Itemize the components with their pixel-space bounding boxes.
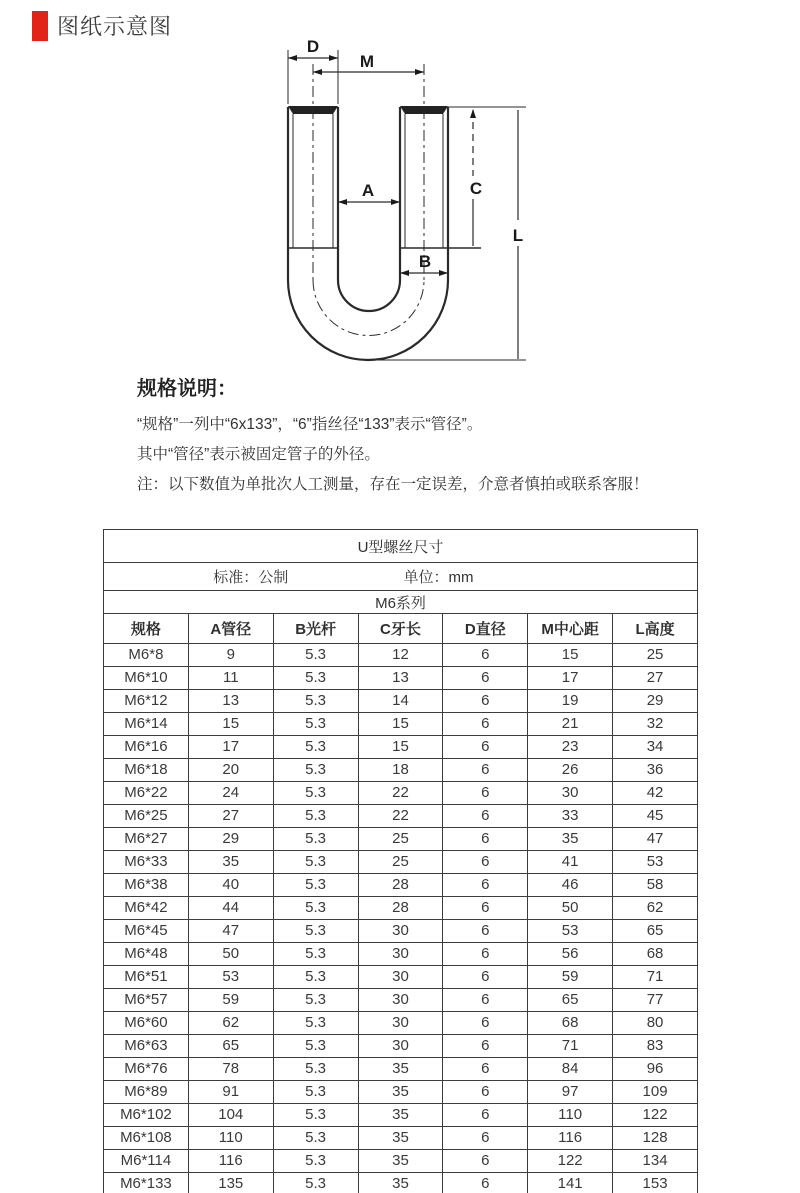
table-cell: 110: [528, 1104, 613, 1127]
table-cell: 50: [188, 943, 273, 966]
table-cell: 29: [188, 828, 273, 851]
table-cell: M6*10: [104, 667, 189, 690]
table-cell: 5.3: [273, 989, 358, 1012]
spec-note-line: 注：以下数值为单批次人工测量，存在一定误差，介意者慎拍或联系客服！: [137, 476, 649, 493]
table-cell: 65: [188, 1035, 273, 1058]
table-cell: 6: [443, 989, 528, 1012]
table-cell: 15: [358, 713, 443, 736]
table-cell: 45: [613, 805, 698, 828]
table-row: [104, 713, 698, 736]
table-cell: 53: [188, 966, 273, 989]
table-cell: 5.3: [273, 667, 358, 690]
column-header: C牙长: [358, 614, 443, 644]
table-row: [104, 897, 698, 920]
table-cell: 59: [188, 989, 273, 1012]
table-cell: 6: [443, 1150, 528, 1173]
table-cell: 9: [188, 644, 273, 667]
table-cell: 24: [188, 782, 273, 805]
table-cell: 5.3: [273, 1173, 358, 1193]
table-row: [104, 1150, 698, 1173]
table-cell: M6*114: [104, 1150, 189, 1173]
column-header: L高度: [613, 614, 698, 644]
table-cell: 25: [358, 828, 443, 851]
column-header: A管径: [188, 614, 273, 644]
table-cell: 58: [613, 874, 698, 897]
table-cell: 46: [528, 874, 613, 897]
table-cell: 28: [358, 874, 443, 897]
table-cell: M6*16: [104, 736, 189, 759]
table-cell: 30: [358, 943, 443, 966]
table-meta-cell: [104, 563, 698, 591]
spec-table-section: [103, 529, 698, 1193]
table-cell: 68: [613, 943, 698, 966]
dim-label-l: L: [512, 226, 524, 245]
section-title: 图纸示意图: [57, 14, 173, 39]
table-row: [104, 851, 698, 874]
table-cell: 35: [528, 828, 613, 851]
table-cell: 6: [443, 920, 528, 943]
table-cell: 6: [443, 644, 528, 667]
table-cell: 26: [528, 759, 613, 782]
table-title: U型螺丝尺寸: [104, 530, 698, 563]
table-cell: 27: [613, 667, 698, 690]
table-cell: 6: [443, 851, 528, 874]
table-cell: 25: [613, 644, 698, 667]
table-cell: 17: [528, 667, 613, 690]
table-cell: 5.3: [273, 759, 358, 782]
table-cell: 5.3: [273, 736, 358, 759]
table-cell: 5.3: [273, 1127, 358, 1150]
table-cell: 11: [188, 667, 273, 690]
table-cell: M6*89: [104, 1081, 189, 1104]
table-cell: 12: [358, 644, 443, 667]
spec-table-body: [104, 644, 698, 1193]
table-meta-row: [104, 563, 698, 591]
table-cell: 6: [443, 874, 528, 897]
table-cell: 30: [358, 920, 443, 943]
table-cell: 135: [188, 1173, 273, 1193]
table-cell: 5.3: [273, 782, 358, 805]
series-row: [104, 591, 698, 614]
table-row: [104, 644, 698, 667]
table-cell: 122: [528, 1150, 613, 1173]
table-cell: 5.3: [273, 1058, 358, 1081]
table-cell: 65: [613, 920, 698, 943]
table-cell: 13: [188, 690, 273, 713]
table-cell: 6: [443, 1127, 528, 1150]
table-cell: 6: [443, 966, 528, 989]
table-cell: 84: [528, 1058, 613, 1081]
table-cell: 41: [528, 851, 613, 874]
table-cell: M6*102: [104, 1104, 189, 1127]
table-row: [104, 1035, 698, 1058]
spec-table: [103, 529, 698, 1193]
dim-label-c: C: [469, 179, 483, 198]
table-cell: 21: [528, 713, 613, 736]
table-cell: 134: [613, 1150, 698, 1173]
table-cell: 5.3: [273, 966, 358, 989]
table-cell: 128: [613, 1127, 698, 1150]
table-cell: M6*57: [104, 989, 189, 1012]
table-cell: M6*22: [104, 782, 189, 805]
table-cell: 30: [358, 1012, 443, 1035]
table-cell: 34: [613, 736, 698, 759]
table-cell: M6*63: [104, 1035, 189, 1058]
table-cell: 30: [358, 1035, 443, 1058]
table-cell: 22: [358, 782, 443, 805]
table-cell: 36: [613, 759, 698, 782]
table-cell: 6: [443, 736, 528, 759]
table-cell: 6: [443, 943, 528, 966]
table-row: [104, 1012, 698, 1035]
table-cell: M6*33: [104, 851, 189, 874]
table-cell: 6: [443, 713, 528, 736]
table-row: [104, 989, 698, 1012]
table-row: [104, 1173, 698, 1193]
table-cell: 30: [528, 782, 613, 805]
table-cell: 71: [613, 966, 698, 989]
table-cell: 47: [188, 920, 273, 943]
table-cell: M6*27: [104, 828, 189, 851]
table-row: [104, 1127, 698, 1150]
series-label: M6系列: [104, 591, 698, 614]
table-cell: 78: [188, 1058, 273, 1081]
dim-label-d: D: [306, 37, 320, 56]
table-cell: M6*25: [104, 805, 189, 828]
table-cell: 59: [528, 966, 613, 989]
table-cell: 5.3: [273, 805, 358, 828]
table-row: [104, 805, 698, 828]
table-cell: 91: [188, 1081, 273, 1104]
table-cell: 44: [188, 897, 273, 920]
table-cell: 20: [188, 759, 273, 782]
table-cell: M6*76: [104, 1058, 189, 1081]
table-cell: 35: [358, 1127, 443, 1150]
table-cell: 6: [443, 1058, 528, 1081]
table-cell: 6: [443, 759, 528, 782]
table-cell: 5.3: [273, 713, 358, 736]
table-cell: 110: [188, 1127, 273, 1150]
table-cell: 6: [443, 1081, 528, 1104]
table-cell: 42: [613, 782, 698, 805]
table-cell: 6: [443, 1104, 528, 1127]
table-row: [104, 828, 698, 851]
table-cell: M6*14: [104, 713, 189, 736]
table-cell: 53: [528, 920, 613, 943]
standard-label: 标准：公制: [213, 569, 289, 586]
table-cell: 40: [188, 874, 273, 897]
spec-note-lines: [137, 410, 697, 500]
table-row: [104, 736, 698, 759]
table-cell: 32: [613, 713, 698, 736]
table-cell: 65: [528, 989, 613, 1012]
spec-note-line: 其中“管径”表示被固定管子的外径。: [137, 446, 380, 463]
table-cell: 14: [358, 690, 443, 713]
table-cell: 13: [358, 667, 443, 690]
table-row: [104, 920, 698, 943]
table-cell: 15: [358, 736, 443, 759]
table-cell: M6*48: [104, 943, 189, 966]
table-cell: 141: [528, 1173, 613, 1193]
column-header: D直径: [443, 614, 528, 644]
table-row: [104, 667, 698, 690]
table-cell: 104: [188, 1104, 273, 1127]
table-cell: 30: [358, 989, 443, 1012]
table-cell: M6*108: [104, 1127, 189, 1150]
table-cell: 50: [528, 897, 613, 920]
table-row: [104, 1104, 698, 1127]
unit-label: 单位：mm: [403, 569, 474, 586]
u-bolt-diagram-svg: [230, 30, 560, 372]
column-header: 规格: [104, 614, 189, 644]
column-header-row: [104, 614, 698, 644]
table-cell: M6*60: [104, 1012, 189, 1035]
table-cell: 77: [613, 989, 698, 1012]
table-row: [104, 966, 698, 989]
table-cell: 29: [613, 690, 698, 713]
table-cell: 5.3: [273, 851, 358, 874]
table-cell: 56: [528, 943, 613, 966]
column-header: B光杆: [273, 614, 358, 644]
table-cell: 18: [358, 759, 443, 782]
table-cell: 19: [528, 690, 613, 713]
table-cell: 6: [443, 1012, 528, 1035]
red-accent-block: [32, 11, 48, 41]
table-row: [104, 690, 698, 713]
table-row: [104, 874, 698, 897]
table-cell: 6: [443, 1173, 528, 1193]
table-cell: M6*8: [104, 644, 189, 667]
dim-label-b: B: [418, 252, 432, 271]
table-cell: 122: [613, 1104, 698, 1127]
table-cell: 27: [188, 805, 273, 828]
table-row: [104, 1058, 698, 1081]
table-row: [104, 1081, 698, 1104]
dim-label-a: A: [361, 181, 375, 200]
table-cell: 25: [358, 851, 443, 874]
u-bolt-technical-drawing: [230, 30, 560, 372]
table-cell: 35: [358, 1173, 443, 1193]
table-cell: 6: [443, 667, 528, 690]
table-cell: 5.3: [273, 1104, 358, 1127]
table-cell: M6*12: [104, 690, 189, 713]
table-cell: 35: [188, 851, 273, 874]
table-cell: 80: [613, 1012, 698, 1035]
table-cell: 68: [528, 1012, 613, 1035]
table-cell: 22: [358, 805, 443, 828]
spec-note-line: “规格”一列中“6x133”，“6”指丝径“133”表示“管径”。: [137, 416, 483, 433]
column-header: M中心距: [528, 614, 613, 644]
table-cell: 109: [613, 1081, 698, 1104]
table-cell: 5.3: [273, 874, 358, 897]
table-row: [104, 759, 698, 782]
table-cell: 35: [358, 1150, 443, 1173]
table-cell: 5.3: [273, 943, 358, 966]
table-cell: M6*38: [104, 874, 189, 897]
table-cell: M6*51: [104, 966, 189, 989]
table-cell: 62: [613, 897, 698, 920]
table-cell: 5.3: [273, 1081, 358, 1104]
dim-label-m: M: [359, 52, 375, 71]
table-cell: 116: [188, 1150, 273, 1173]
table-cell: 6: [443, 828, 528, 851]
table-cell: 5.3: [273, 1012, 358, 1035]
table-cell: 35: [358, 1058, 443, 1081]
table-row: [104, 943, 698, 966]
table-cell: 47: [613, 828, 698, 851]
table-cell: 71: [528, 1035, 613, 1058]
table-row: [104, 782, 698, 805]
table-cell: 5.3: [273, 644, 358, 667]
table-cell: 5.3: [273, 828, 358, 851]
table-cell: 6: [443, 1035, 528, 1058]
spec-note-heading: 规格说明：: [137, 378, 237, 400]
table-cell: 35: [358, 1081, 443, 1104]
table-cell: 5.3: [273, 920, 358, 943]
table-cell: M6*45: [104, 920, 189, 943]
table-cell: 15: [528, 644, 613, 667]
table-cell: 5.3: [273, 897, 358, 920]
table-cell: 96: [613, 1058, 698, 1081]
table-cell: 23: [528, 736, 613, 759]
table-cell: 6: [443, 690, 528, 713]
table-cell: M6*18: [104, 759, 189, 782]
table-cell: 28: [358, 897, 443, 920]
section-header: [32, 10, 172, 41]
table-cell: 6: [443, 805, 528, 828]
table-cell: 62: [188, 1012, 273, 1035]
table-cell: M6*42: [104, 897, 189, 920]
table-cell: 35: [358, 1104, 443, 1127]
table-cell: 97: [528, 1081, 613, 1104]
table-cell: 5.3: [273, 690, 358, 713]
table-cell: 6: [443, 782, 528, 805]
table-cell: 53: [613, 851, 698, 874]
table-cell: 5.3: [273, 1035, 358, 1058]
table-cell: 17: [188, 736, 273, 759]
table-cell: 15: [188, 713, 273, 736]
table-cell: 83: [613, 1035, 698, 1058]
table-cell: M6*133: [104, 1173, 189, 1193]
table-cell: 116: [528, 1127, 613, 1150]
spec-note: [137, 372, 697, 500]
table-cell: 6: [443, 897, 528, 920]
table-cell: 30: [358, 966, 443, 989]
table-cell: 33: [528, 805, 613, 828]
table-cell: 5.3: [273, 1150, 358, 1173]
table-title-row: [104, 530, 698, 563]
table-cell: 153: [613, 1173, 698, 1193]
